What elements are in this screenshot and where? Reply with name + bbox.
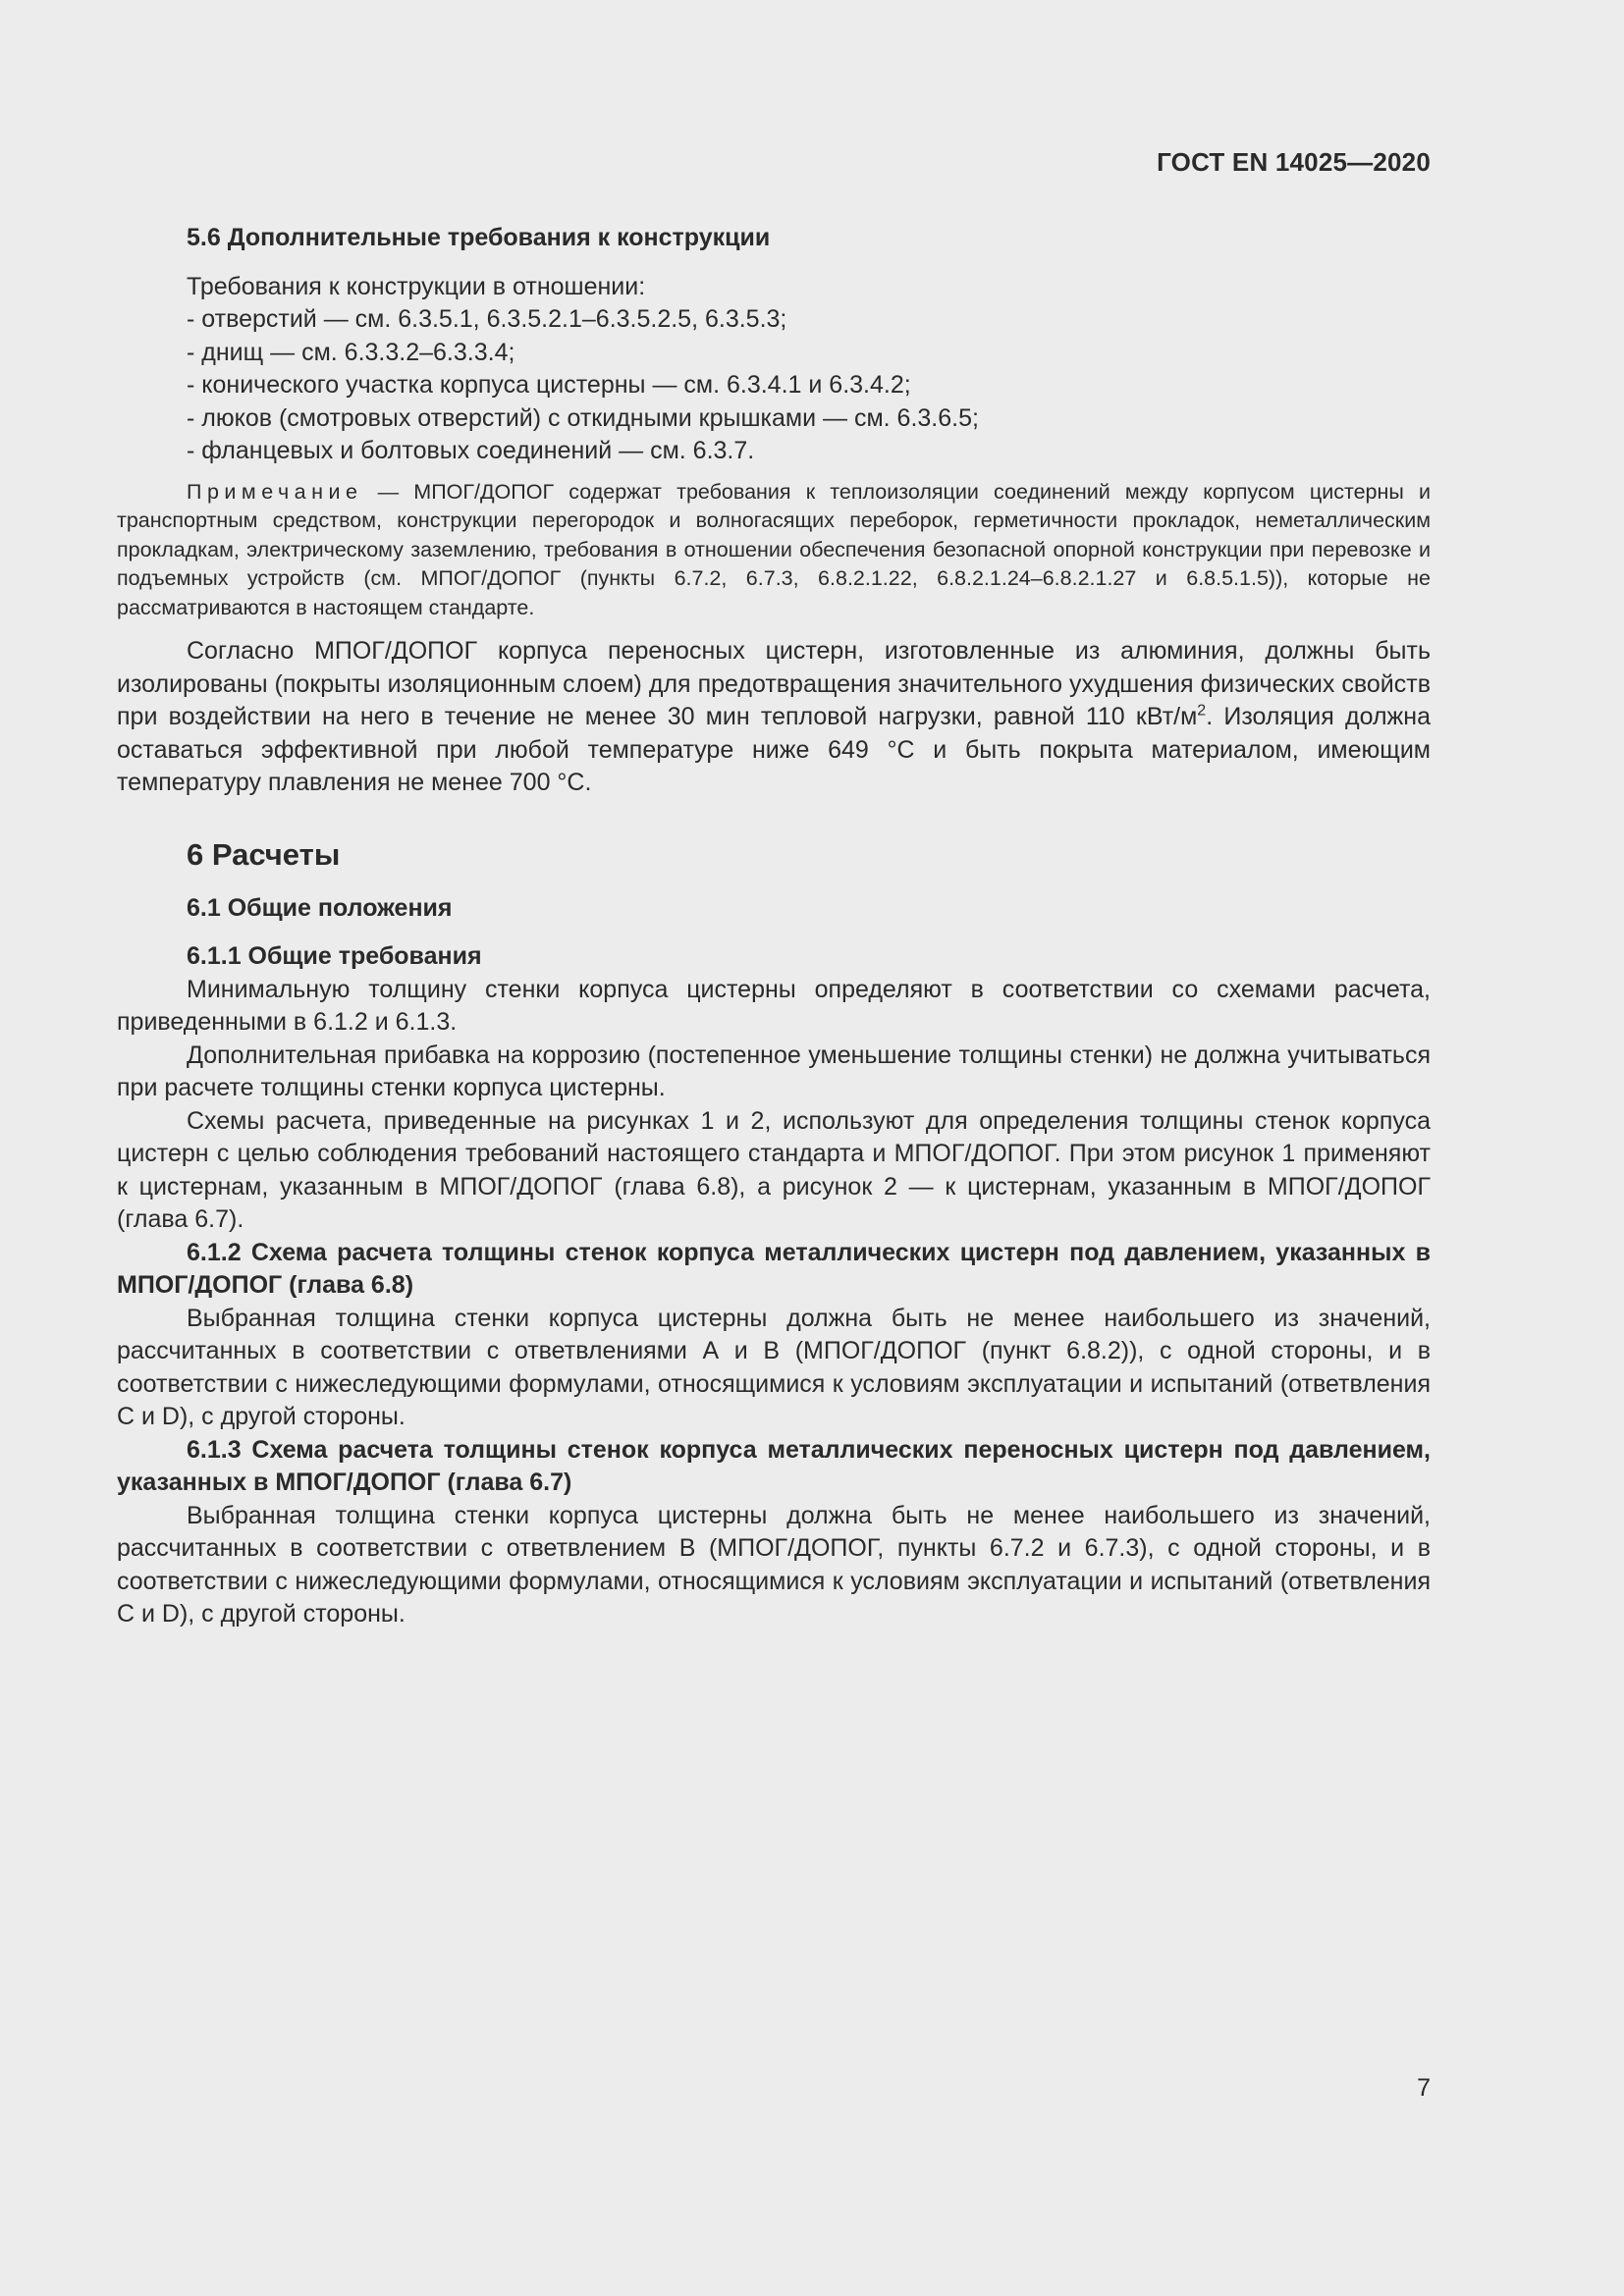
section-5-6-intro: Требования к конструкции в отношении: [187,272,646,300]
list-item: - конического участка корпуса цистерны — см. 6.3.4.1 и 6.3.4.2; [187,371,911,399]
section-6-title: 6 Расчеты [187,836,341,872]
note-text: — МПОГ/ДОПОГ содержат требования к теплоизоляции соединений между корпусом цистерны и транспортным средством, конструкции перегородок и волногасящих переборок, герметичности прокладок, неметаллическим прокладкам, электрическому заземлению, требования в отношении обеспечения безопасной опорной конструкции при перевозке и подъемных устройств (см. МПОГ/ДОПОГ (пункты 6.7.2, 6.7.3, 6.8.2.1.22, 6.8.2.1.24–6.8.2.1.27 и 6.8.5.1.5)), которые не рассматриваются в настоящем стандарте. [117,479,1431,619]
para-text: Согласно МПОГ/ДОПОГ корпуса переносных цистерн, изготовленные из алюминия, должны быть изолированы (покрыты изоляционным слоем) для предотвращения значительного ухудшения физических свойств при воздействии на него в течение не менее 30 мин тепловой нагрузки, равной 110 кВт/м [117,637,1431,731]
superscript: 2 [1197,703,1207,721]
page-number: 7 [1417,2074,1431,2102]
list-item: - днищ — см. 6.3.3.2–6.3.3.4; [187,338,515,366]
paragraph: Схемы расчета, приведенные на рисунках 1 и 2, используют для определения толщины стенок корпуса цистерн с целью соблюдения требований настоящего стандарта и МПОГ/ДОПОГ. При этом рисунок 1 применяют к цистернам, указанным в МПОГ/ДОПОГ (глава 6.8), а рисунок 2 — к цистернам, указанным в МПОГ/ДОПОГ (глава 6.7). [117,1106,1431,1234]
list-item: - фланцевых и болтовых соединений — см. 6.3.7. [187,437,755,464]
note-paragraph [117,478,1431,623]
list-item: - отверстий — см. 6.3.5.1, 6.3.5.2.1–6.3.5.2.5, 6.3.5.3; [187,305,787,333]
section-5-6-title: 5.6 Дополнительные требования к конструкции [187,224,771,251]
paragraph: Дополнительная прибавка на коррозию (постепенное уменьшение толщины стенки) не должна учитываться при расчете толщины стенки корпуса цистерны. [117,1041,1431,1102]
paragraph: Выбранная толщина стенки корпуса цистерны должна быть не менее наибольшего из значений, рассчитанных в соответствии с ответвлением В (МПОГ/ДОПОГ, пункты 6.7.2 и 6.7.3), с одной стороны, и в соответствии с нижеследующими формулами, относящимися к условиям эксплуатации и испытаний (ответвления С и D), с другой стороны. [117,1501,1431,1629]
paragraph: Минимальную толщину стенки корпуса цистерны определяют в соответствии со схемами расчета, приведенными в 6.1.2 и 6.1.3. [117,975,1431,1037]
section-6-1-3-title: 6.1.3 Схема расчета толщины стенок корпуса металлических переносных цистерн под давлением, указанных в МПОГ/ДОПОГ (глава 6.7) [117,1435,1431,1497]
requirements-list [117,303,1431,468]
section-6-1-1-title: 6.1.1 Общие требования [187,942,482,971]
document-code-header: ГОСТ EN 14025—2020 [1157,147,1431,177]
list-item: - люков (смотровых отверстий) с откидными крышками — см. 6.3.6.5; [187,403,979,432]
aluminium-insulation-paragraph [117,635,1431,800]
paragraph: Выбранная толщина стенки корпуса цистерны должна быть не менее наибольшего из значений, рассчитанных в соответствии с ответвлениями А и В (МПОГ/ДОПОГ (пункт 6.8.2)), с одной стороны, и в соответствии с нижеследующими формулами, относящимися к условиям эксплуатации и испытаний (ответвления С и D), с другой стороны. [117,1304,1431,1431]
page-body [117,222,1431,1631]
section-6-1-2-title: 6.1.2 Схема расчета толщины стенок корпуса металлических цистерн под давлением, указанных в МПОГ/ДОПОГ (глава 6.8) [117,1238,1431,1300]
section-6-1-title: 6.1 Общие положения [187,893,453,922]
para-text-tail: . Изоляция должна оставаться эффективной при любой температуре ниже 649 °С и быть покрыта материалом, имеющим температуру плавления не менее 700 °С. [117,703,1431,797]
note-label: Примечание [187,479,363,504]
